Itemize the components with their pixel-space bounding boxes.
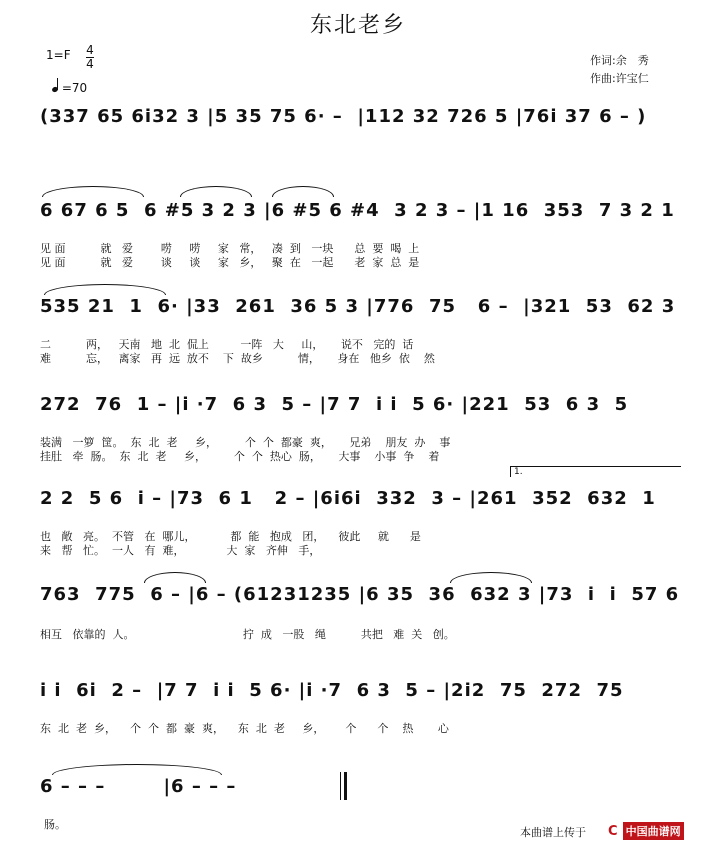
lyric-line-1: 肠。 (44, 818, 66, 831)
time-signature (86, 44, 94, 71)
lyric-line-2: 见 面 就 爱 谈 谈 家 乡， 聚 在 一起 老 家 总 是 (40, 256, 420, 269)
lyric-line-2: 难 忘， 离家 再 远 放不 下 故乡 情， 身在 他乡 依 然 (40, 352, 435, 365)
lyric-line-2: 挂肚 牵 肠。 东 北 老 乡， 个 个 热心 肠， 大事 小事 争 着 (40, 450, 440, 463)
slur-mark (144, 572, 206, 583)
lyric-line-1: 相互 依靠的 人。 拧 成 一股 绳 共把 难 关 创。 (40, 628, 455, 641)
row-notes: 6 67 6 5 6 #5 3 2 3 |6 #5 6 #4 3 2 3 – |1 16 353 7 3 2 1 (40, 200, 675, 221)
staff-row-6 (40, 584, 680, 644)
tempo-value: =70 (61, 81, 88, 95)
row-notes: 2 2 5 6 i – |73 6 1 2 – |6i6i 332 3 – |261 352 632 1 (40, 488, 656, 509)
staff-row-5 (40, 467, 680, 557)
staff-row-7 (40, 680, 680, 735)
volta-bracket (510, 466, 681, 477)
barline (340, 772, 341, 800)
meter-bottom: 4 (86, 57, 94, 71)
lyric-line-1: 装满 一箩 筐。 东 北 老 乡， 个 个 都豪 爽， 兄弟 朋友 办 事 (40, 436, 451, 449)
lyric-line-1: 东 北 老 乡， 个 个 都 豪 爽， 东 北 老 乡， 个 个 热 心 (40, 722, 449, 735)
meter-top: 4 (86, 43, 94, 57)
staff-row-8 (40, 776, 680, 831)
row-notes: 6 – – – |6 – – – (40, 776, 237, 797)
composer-credit: 作曲:许宝仁 (590, 72, 649, 85)
lyric-line-2: 来 帮 忙。 一人 有 难， 大 家 齐伸 手， (40, 544, 321, 557)
lyric-line-1: 也 敞 亮。 不管 在 哪儿， 都 能 抱成 团， 彼此 就 是 (40, 530, 421, 543)
final-barline (344, 772, 347, 800)
slur-mark (272, 186, 334, 197)
staff-row-1 (40, 106, 680, 132)
page-title: 东北老乡 (309, 13, 406, 38)
row-notes: 535 21 1 6· |33 261 36 5 3 |776 75 6 – |321 53 62 3 (40, 296, 676, 317)
slur-mark (44, 284, 166, 295)
logo-text: 中国曲谱网 (623, 822, 684, 840)
logo-glyph-icon: C (608, 824, 618, 839)
slur-mark (42, 186, 144, 197)
lyric-line-1: 二 两， 天南 地 北 侃上 一阵 大 山， 说不 完的 话 (40, 338, 414, 351)
row-notes: 272 76 1 – |i ·7 6 3 5 – |7 7 i i 5 6· |221 53 6 3 5 (40, 394, 629, 415)
slur-mark (180, 186, 252, 197)
tie-mark (52, 764, 222, 775)
row-notes: (337 65 6i32 3 |5 35 75 6· – |112 32 726 5 |76i 37 6 – ) (40, 106, 647, 127)
footer-text: 本曲谱上传于 (520, 826, 586, 839)
staff-row-2 (40, 200, 680, 269)
slur-mark (450, 572, 532, 583)
key-signature: 1=F (46, 48, 71, 62)
staff-row-4 (40, 394, 680, 463)
lyricist-credit: 作词:余 秀 (590, 54, 649, 67)
tempo-marking (52, 78, 87, 95)
row-notes: i i 6i 2 – |7 7 i i 5 6· |i ·7 6 3 5 – |2i2 75 272 75 (40, 680, 624, 701)
staff-row-3 (40, 296, 680, 365)
volta-label: 1. (514, 467, 523, 477)
lyric-line-1: 见 面 就 爱 唠 唠 家 常， 凑 到 一块 总 要 喝 上 (40, 242, 420, 255)
quarter-note-icon (51, 86, 58, 93)
site-logo[interactable] (608, 820, 708, 840)
row-notes: 763 775 6 – |6 – (61231235 |6 35 36 632 3 |73 i i 57 6 (40, 584, 680, 605)
